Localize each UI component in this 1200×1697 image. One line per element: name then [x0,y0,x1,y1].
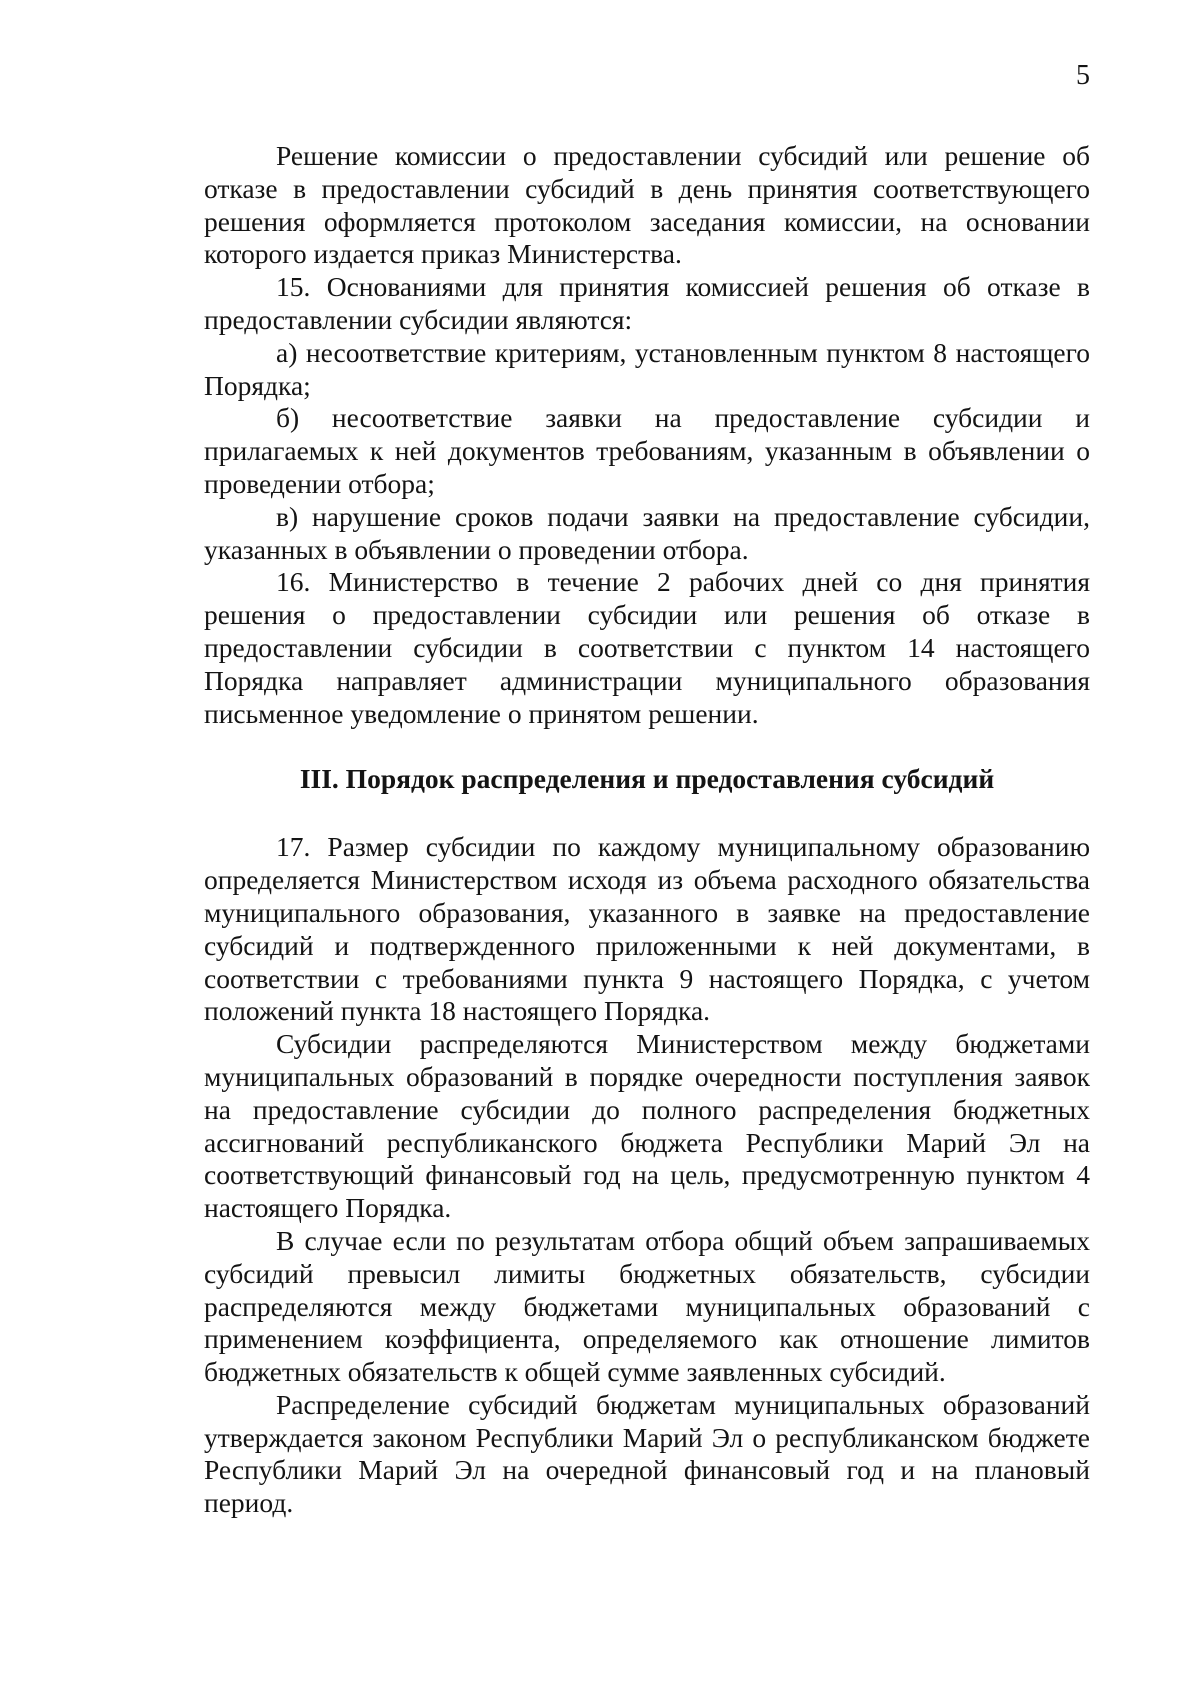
paragraph-16-notification: 16. Министерство в течение 2 рабочих дней со дня принятия решения о предоставлении субсидии или решения об отказе в предоставлении субсидии в соответствии с пунктом 14 настоящего Порядка направляет администрации муниципального образования письменное уведомление о принятом решении. [204,566,1090,729]
page-number: 5 [1076,60,1090,91]
paragraph-subsidy-distribution: Субсидии распределяются Министерством между бюджетами муниципальных образований в порядке очередности поступления заявок на предоставление субсидии до полного распределения бюджетных ассигнований республиканского бюджета Республики Марий Эл на соответствующий финансовый год на цель, предусмотренную пунктом 4 настоящего Порядка. [204,1028,1090,1224]
paragraph-distribution-law: Распределение субсидий бюджетам муниципальных образований утверждается законом Республики Марий Эл о республиканском бюджете Республики Марий Эл на очередной финансовый год и на плановый период. [204,1388,1090,1519]
document-body [204,140,1090,1520]
paragraph-limit-coefficient: В случае если по результатам отбора общий объем запрашиваемых субсидий превысил лимиты бюджетных обязательств, субсидии распределяются между бюджетами муниципальных образований с применением коэффициента, определяемого как отношение лимитов бюджетных обязательств к общей сумме заявленных субсидий. [204,1224,1090,1388]
paragraph-15-a: а) несоответствие критериям, установленным пунктом 8 настоящего Порядка; [204,336,1090,401]
paragraph-17-subsidy-size: 17. Размер субсидии по каждому муниципальному образованию определяется Министерством исходя из объема расходного обязательства муниципального образования, указанного в заявке на предоставление субсидий и подтвержденного приложенными к ней документами, в соответствии с требованиями пункта 9 настоящего Порядка, с учетом положений пункта 18 настоящего Порядка. [204,831,1090,1027]
paragraph-15-b: б) несоответствие заявки на предоставление субсидии и прилагаемых к ней документов требованиям, указанным в объявлении о проведении отбора; [204,402,1090,499]
paragraph-decision-protocol: Решение комиссии о предоставлении субсидий или решение об отказе в предоставлении субсидий в день принятия соответствующего решения оформляется протоколом заседания комиссии, на основании которого издается приказ Министерства. [204,140,1090,270]
paragraph-15-refusal-grounds: 15. Основаниями для принятия комиссией решения об отказе в предоставлении субсидии являются: [204,271,1090,335]
section-heading: III. Порядок распределения и предоставления субсидий [299,763,995,795]
paragraph-15-v: в) нарушение сроков подачи заявки на предоставление субсидии, указанных в объявлении о проведении отбора. [204,500,1090,565]
